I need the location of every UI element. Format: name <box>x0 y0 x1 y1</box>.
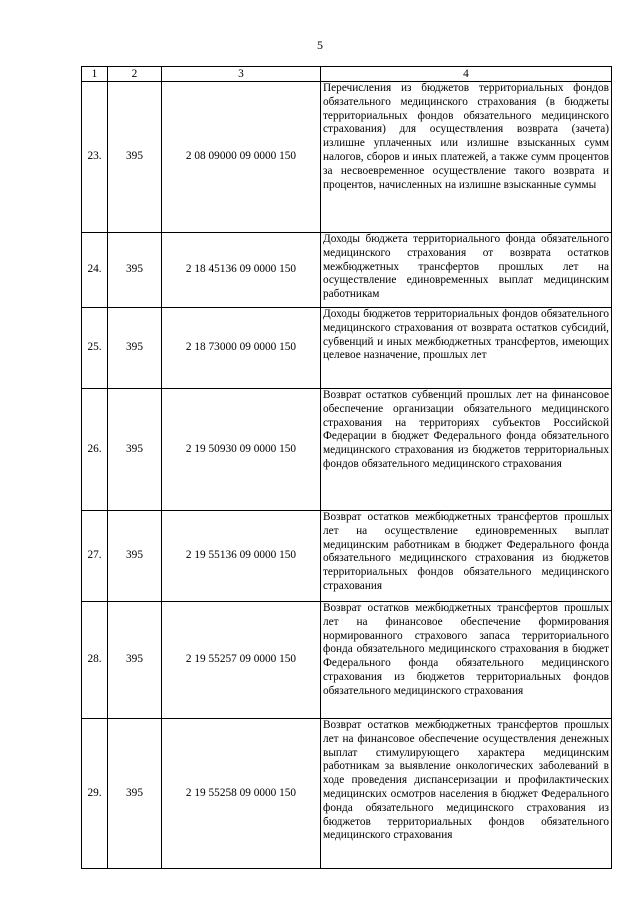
table-header-row <box>82 67 612 82</box>
budget-code: 2 19 55258 09 0000 150 <box>162 719 321 869</box>
table-row <box>82 233 612 308</box>
header-col-3: 3 <box>162 67 321 82</box>
budget-code: 2 18 73000 09 0000 150 <box>162 308 321 389</box>
income-description: Возврат остатков межбюджетных трансфертов прошлых лет на осуществление единовременных выплат медицинским работникам в бюджет Федерального фонда обязательного медицинского страхования из бюджетов территориальных фондов обязательного медицинского страхования <box>321 511 612 602</box>
admin-code: 395 <box>108 389 162 511</box>
budget-codes-table <box>81 66 612 869</box>
admin-code: 395 <box>108 233 162 308</box>
income-description: Возврат остатков субвенций прошлых лет на финансовое обеспечение организации обязательного медицинского страхования на территориях субъектов Российской Федерации в бюджет Федерального фонда обязательного медицинского страхования из бюджетов территориальных фондов обязательного медицинского страхования <box>321 389 612 511</box>
budget-code: 2 19 50930 09 0000 150 <box>162 389 321 511</box>
income-description: Возврат остатков межбюджетных трансфертов прошлых лет на финансовое обеспечение формирования нормированного страхового запаса территориального фонда обязательного медицинского страхования в бюджет Федерального фонда обязательного медицинского страхования из бюджетов территориальных фондов обязательного медицинского страхования <box>321 602 612 719</box>
header-col-2: 2 <box>108 67 162 82</box>
admin-code: 395 <box>108 602 162 719</box>
budget-code: 2 19 55257 09 0000 150 <box>162 602 321 719</box>
admin-code: 395 <box>108 82 162 233</box>
row-number: 26. <box>82 389 108 511</box>
row-number: 25. <box>82 308 108 389</box>
budget-code: 2 19 55136 09 0000 150 <box>162 511 321 602</box>
row-number: 28. <box>82 602 108 719</box>
table-row <box>82 82 612 233</box>
table-row <box>82 389 612 511</box>
table-row <box>82 308 612 389</box>
page-number: 5 <box>317 38 323 52</box>
row-number: 27. <box>82 511 108 602</box>
header-col-4: 4 <box>321 67 612 82</box>
admin-code: 395 <box>108 719 162 869</box>
admin-code: 395 <box>108 308 162 389</box>
header-col-1: 1 <box>82 67 108 82</box>
table-row <box>82 511 612 602</box>
budget-code: 2 18 45136 09 0000 150 <box>162 233 321 308</box>
income-description: Доходы бюджетов территориальных фондов обязательного медицинского страхования от возврата остатков субсидий, субвенций и иных межбюджетных трансфертов, имеющих целевое назначение, прошлых лет <box>321 308 612 389</box>
budget-code: 2 08 09000 09 0000 150 <box>162 82 321 233</box>
income-description: Перечисления из бюджетов территориальных фондов обязательного медицинского страхования (в бюджеты территориальных фондов обязательного медицинского страхования) для осуществления возврата (зачета) излишне уплаченных или излишне взысканных сумм налогов, сборов и иных платежей, а также сумм процентов за несвоевременное осуществление такого возврата и процентов, начисленных на излишне взысканные суммы <box>321 82 612 233</box>
row-number: 24. <box>82 233 108 308</box>
table-row <box>82 719 612 869</box>
row-number: 23. <box>82 82 108 233</box>
income-description: Возврат остатков межбюджетных трансфертов прошлых лет на финансовое обеспечение осуществления денежных выплат стимулирующего характера медицинским работникам за выявление онкологических заболеваний в ходе проведения диспансеризации и профилактических медицинских осмотров населения в бюджет Федерального фонда обязательного медицинского страхования из бюджетов территориальных фондов обязательного медицинского страхования <box>321 719 612 869</box>
table-row <box>82 602 612 719</box>
row-number: 29. <box>82 719 108 869</box>
admin-code: 395 <box>108 511 162 602</box>
income-description: Доходы бюджета территориального фонда обязательного медицинского страхования от возврата остатков межбюджетных трансфертов прошлых лет на осуществление единовременных выплат медицинским работникам <box>321 233 612 308</box>
